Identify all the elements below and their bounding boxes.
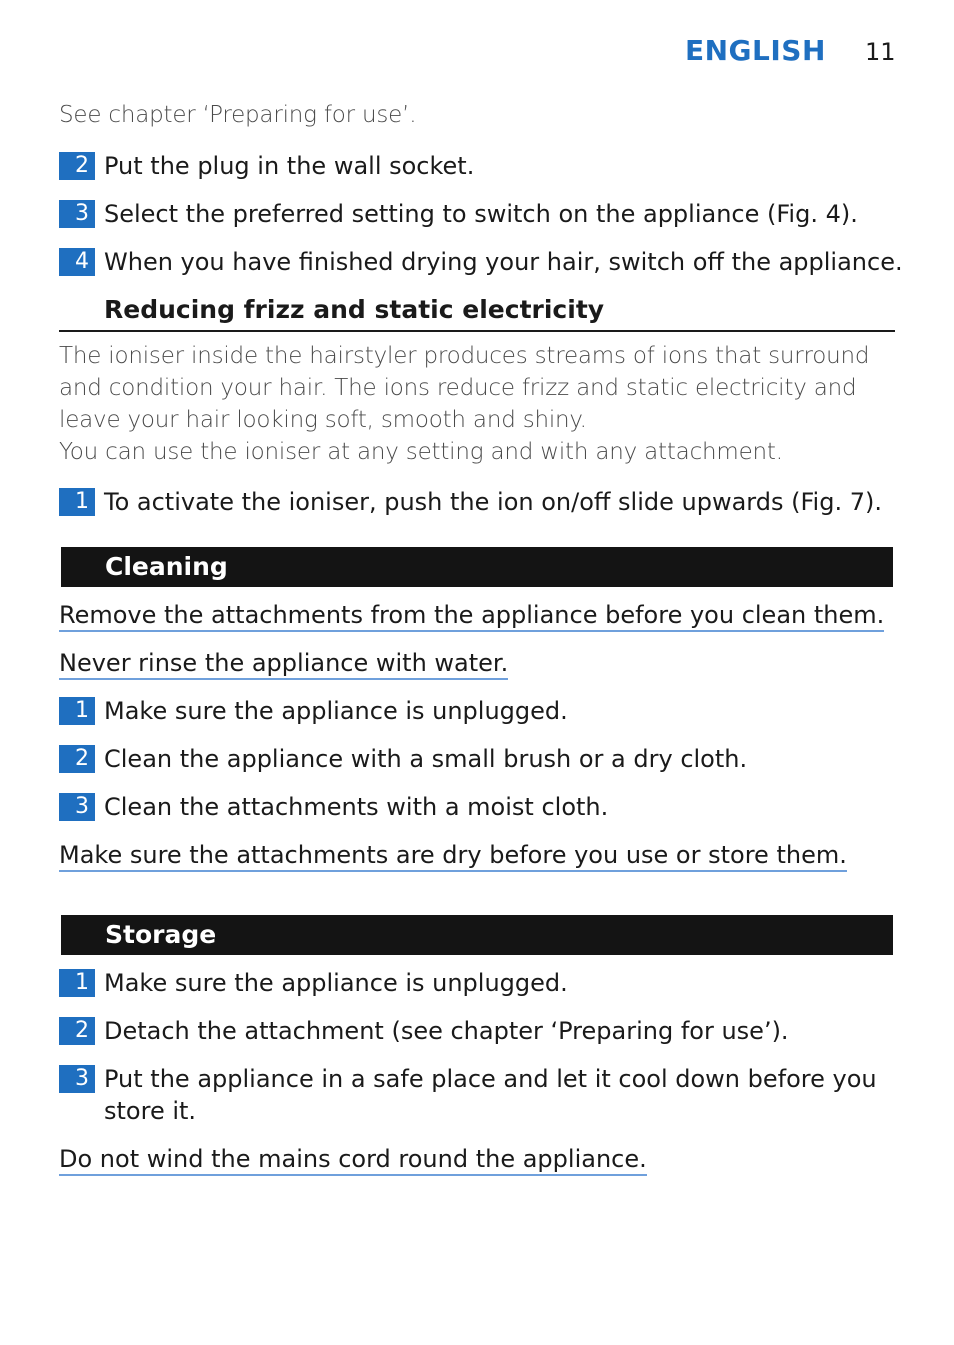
step-text: To activate the ioniser, push the ion on/off slide upwards (Fig. 7).: [104, 488, 882, 516]
language-header: ENGLISH: [685, 34, 826, 67]
paragraph-line: leave your hair looking soft, smooth and shiny.: [59, 407, 587, 433]
warning-line: Do not wind the mains cord round the appliance.: [59, 1144, 647, 1176]
step-text: Detach the attachment (see chapter ‘Preparing for use’).: [104, 1017, 789, 1045]
subheading-rule: [59, 330, 895, 332]
paragraph-line: and condition your hair. The ions reduce frizz and static electricity and: [59, 375, 857, 401]
step-text: Clean the attachments with a moist cloth.: [104, 793, 609, 821]
step-number: 1: [59, 697, 95, 725]
step-number: 2: [59, 1017, 95, 1045]
step-text: When you have finished drying your hair, switch off the appliance.: [104, 248, 903, 276]
warning-line: Remove the attachments from the appliance before you clean them.: [59, 600, 884, 632]
section-heading: Storage: [105, 920, 217, 949]
step-text: Make sure the appliance is unplugged.: [104, 697, 568, 725]
paragraph-line: The ioniser inside the hairstyler produces streams of ions that surround: [59, 343, 870, 369]
step-number: 3: [59, 1065, 95, 1093]
step-number: 2: [59, 745, 95, 773]
section-subheading: Reducing frizz and static electricity: [104, 295, 605, 324]
section-band-storage: [61, 915, 893, 955]
step-text: Clean the appliance with a small brush or a dry cloth.: [104, 745, 748, 773]
step-text: Make sure the appliance is unplugged.: [104, 969, 568, 997]
warning-line: Make sure the attachments are dry before you use or store them.: [59, 840, 847, 872]
step-text-continued: store it.: [104, 1097, 197, 1125]
step-number: 3: [59, 200, 95, 228]
step-number: 3: [59, 793, 95, 821]
paragraph-line: You can use the ioniser at any setting and with any attachment.: [59, 439, 783, 465]
warning-line: Never rinse the appliance with water.: [59, 648, 508, 680]
step-number: 2: [59, 152, 95, 180]
step-text: Put the appliance in a safe place and let it cool down before you: [104, 1065, 877, 1093]
step-text: Put the plug in the wall socket.: [104, 152, 475, 180]
intro-line: See chapter ‘Preparing for use’.: [59, 102, 417, 128]
step-number: 1: [59, 488, 95, 516]
step-text: Select the preferred setting to switch on the appliance (Fig. 4).: [104, 200, 858, 228]
step-number: 4: [59, 248, 95, 276]
section-band-cleaning: [61, 547, 893, 587]
step-number: 1: [59, 969, 95, 997]
section-heading: Cleaning: [105, 552, 228, 581]
page-number: 11: [865, 38, 896, 66]
